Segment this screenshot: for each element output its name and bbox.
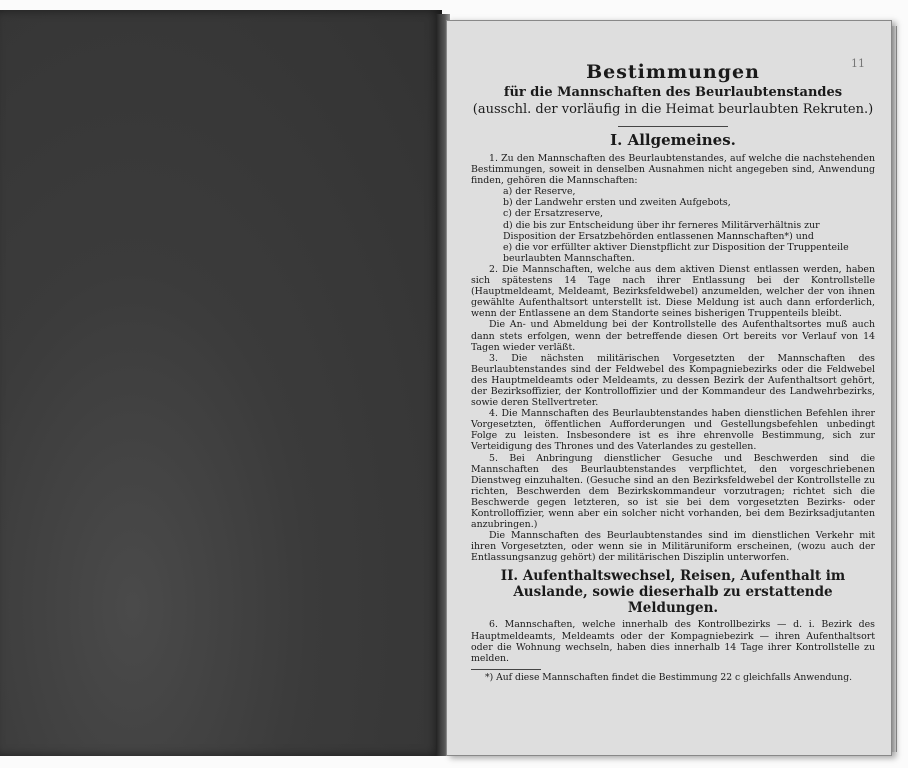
category-list (471, 186, 875, 264)
paragraph-4: 4. Die Mannschaften des Beurlaubtenstandes haben dienstlichen Befehlen ihrer Vorgesetzten, öffentlichen Aufforderungen und Gestellungsbefehlen unbedingt Folge zu leisten. Insbesondere ist es ihre ehrenvolle Bestimmung, sich zur Verteidigung des Thrones und des Vaterlandes zu gestellen. (471, 408, 875, 453)
page-subtitle-note: (ausschl. der vorläufig in die Heimat beurlaubten Rekruten.) (472, 102, 874, 117)
paragraph-1: 1. Zu den Mannschaften des Beurlaubtenstandes, auf welche die nachstehenden Bestimmungen, soweit in denselben Ausnahmen nicht angegeben sind, Anwendung finden, gehören die Mannschaften: (471, 153, 875, 187)
printed-page (446, 20, 892, 756)
list-item: c) der Ersatzreserve, (503, 208, 604, 220)
paragraph-5: 5. Bei Anbringung dienstlicher Gesuche und Beschwerden sind die Mannschaften des Beurlaubtenstandes verpflichtet, den vorgeschriebenen Dienstweg einzuhalten. (Gesuche sind an den Bezirksfeldwebel der Kontrollstelle zu richten, Beschwerden dem Bezirkskommandeur vorzutragen; richtet sich die Beschwerde gegen letzteren, so ist sie bei dem vorgesetzten Bezirks- oder Kontrolloffizier, wenn aber ein solcher nicht vorhanden, bei dem Bezirksadjutanten anzubringen.) (471, 452, 875, 531)
paragraph-2: 2. Die Mannschaften, welche aus dem aktiven Dienst entlassen werden, haben sich spätestens 14 Tage nach ihrer Entlassung bei der Kontrollstelle (Hauptmeldeamt, Meldeamt, Bezirksfeldwebel) anzumelden, welcher der von ihnen gewählte Aufenthaltsort unterstellt ist. Diese Meldung ist auch dann erforderlich, wenn der Entlassene an dem Standorte seines bisherigen Truppenteils bleibt. (471, 263, 875, 320)
paragraph-2b: Die An- und Abmeldung bei der Kontrollstelle des Aufenthaltsortes muß auch dann stets erfolgen, wenn der betreffende diesen Ort bereits vor Verlauf von 14 Tagen wieder verläßt. (471, 319, 875, 353)
page-content (471, 61, 875, 683)
title-rule (618, 126, 728, 127)
list-item: b) der Landwehr ersten und zweiten Aufgebots, (503, 197, 731, 209)
paragraph-5b: Die Mannschaften des Beurlaubtenstandes sind im dienstlichen Verkehr mit ihren Vorgesetzten, oder wenn sie in Militäruniform erscheinen, (wozu auch der Entlassungsanzug gehört) der militärischen Disziplin unterworfen. (471, 530, 875, 564)
footnote: *) Auf diese Mannschaften findet die Bestimmung 22 c gleichfalls Anwendung. (485, 671, 853, 683)
list-item: d) die bis zur Entscheidung über ihr ferneres Militärverhältnis zur Disposition der Ersatzbehörden entlassenen Mannschaften*) und (503, 219, 820, 242)
paragraph-6: 6. Mannschaften, welche innerhalb des Kontrollbezirks — d. i. Bezirk des Hauptmeldeamts, Meldeamts oder der Kompagniebezirk — ihren Aufenthaltsort oder die Wohnung wechseln, haben dies innerhalb 14 Tage ihrer Kontrollstelle zu melden. (471, 619, 875, 664)
footnote-rule (471, 669, 541, 670)
section-2-heading: II. Aufenthaltswechsel, Reisen, Aufenthalt im Auslande, sowie dieserhalb zu erstattende Meldungen. (500, 568, 846, 617)
list-item: e) die vor erfüllter aktiver Dienstpflicht zur Disposition der Truppenteile beurlaubten Mannschaften. (503, 241, 849, 264)
page-title: Bestimmungen (586, 61, 760, 83)
list-item: a) der Reserve, (503, 186, 576, 198)
paragraph-3: 3. Die nächsten militärischen Vorgesetzten der Mannschaften des Beurlaubtenstandes sind der Feldwebel des Kompagniebezirks oder die Feldwebel des Hauptmeldeamts oder Meldeamts, zu dessen Bezirk der Aufenthaltsort gehört, der Bezirksoffizier, der Kontrolloffizier und der Kommandeur des Landwehrbezirks, sowie deren Stellvertreter. (471, 352, 875, 409)
page-subtitle: für die Mannschaften des Beurlaubtenstandes (503, 85, 843, 100)
page-number: 11 (851, 57, 865, 70)
section-1-heading: I. Allgemeines. (610, 131, 736, 149)
book-cover (0, 10, 442, 756)
